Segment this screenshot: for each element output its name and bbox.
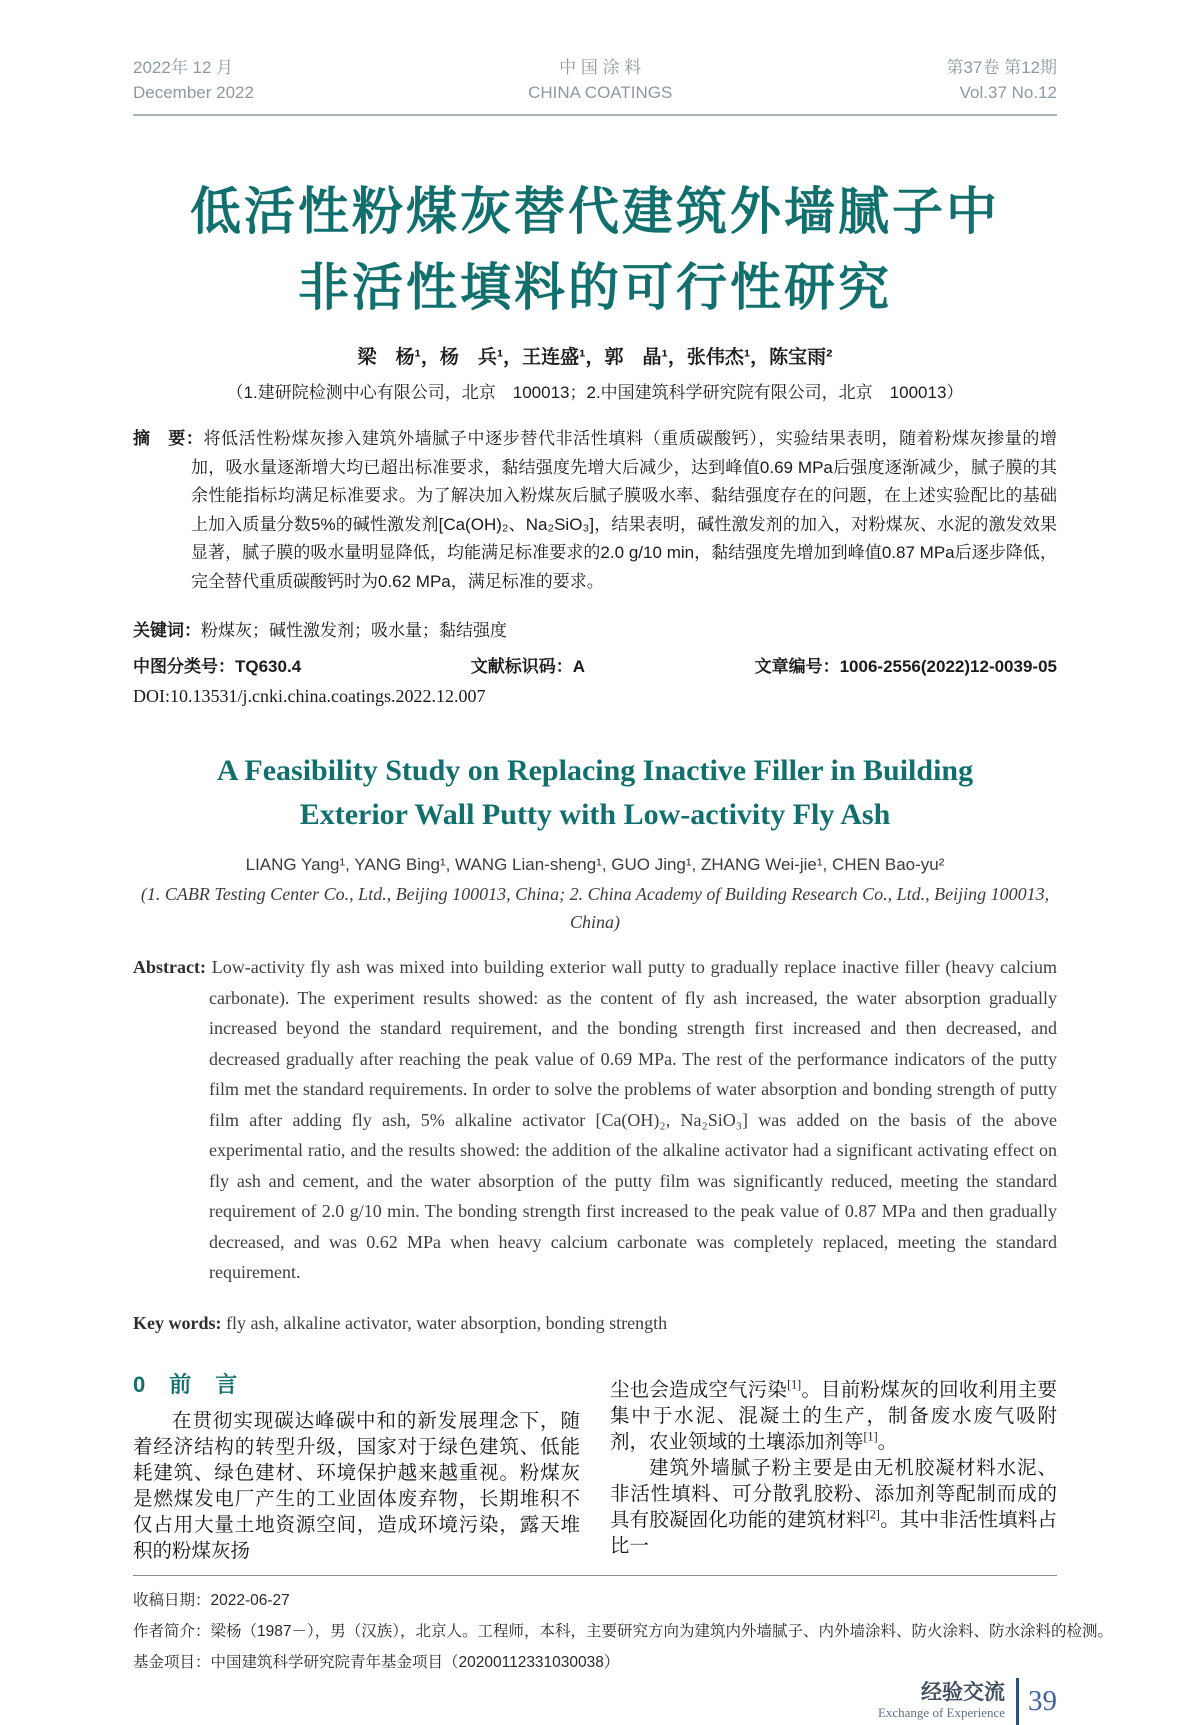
footer-divider-bar: [1016, 1678, 1019, 1725]
abstract-en-label: Abstract:: [133, 957, 206, 977]
meta-row: [133, 652, 1057, 677]
abstract-cn-label: 摘 要：: [133, 429, 204, 448]
keywords-cn-text: 粉煤灰；碱性激发剂；吸水量；黏结强度: [201, 621, 507, 640]
intro-paragraph-right-1: 尘也会造成空气污染[1]。目前粉煤灰的回收利用主要集中于水泥、混凝土的生产，制备废水废气吸附剂，农业领域的土壤添加剂等[1]。: [610, 1377, 1057, 1453]
affiliation-en: (1. CABR Testing Center Co., Ltd., Beijing 100013, China; 2. China Academy of Building Research Co., Ltd., Beijing 100013, China): [140, 884, 1050, 932]
keywords-cn-label: 关键词：: [133, 621, 201, 640]
header-date-cn: 2022年 12 月: [133, 58, 234, 77]
body-column-left: [133, 1364, 580, 1565]
article-title-cn-line1: 低活性粉煤灰替代建筑外墙腻子中: [189, 183, 1000, 240]
keywords-en-text: fly ash, alkaline activator, water absorption, bonding strength: [226, 1312, 668, 1333]
meta-doi: DOI:10.13531/j.cnki.china.coatings.2022.12.007: [133, 686, 486, 706]
header-date-en: December 2022: [133, 83, 254, 102]
journal-running-head: [133, 55, 1057, 116]
meta-article-id: 文章编号：1006-2556(2022)12-0039-05: [754, 657, 1057, 676]
footnote-fund-project: 基金项目：中国建筑科学研究院青年基金项目（20200112331030038）: [133, 1653, 620, 1671]
keywords-en-label: Key words:: [133, 1312, 222, 1333]
page-number: 39: [1028, 1684, 1057, 1717]
meta-doc-code: 文献标识码：A: [470, 657, 586, 676]
article-title-cn: [133, 174, 1057, 326]
section-heading-intro: 0 前 言: [133, 1371, 239, 1397]
abstract-en-text: Low-activity fly ash was mixed into building exterior wall putty to gradually replace inactive filler (heavy calcium carbonate). The experiment results showed: as the content of fly ash increased, the water absorption gradually increased beyond the standard requirement, and the bonding strength first increased and then decreased, and decreased gradually after reaching the peak value of 0.69 MPa. The rest of the performance indicators of the putty film met the standard requirements. In order to solve the problems of water absorption and bonding strength of putty film after adding fly ash, 5% alkaline activator [Ca(OH)₂, Na₂SiO₃] was added on the basis of the above experimental ratio, and the results showed: the addition of the alkaline activator had a significant activating effect on fly ash and cement, and the water absorption of the putty film was significantly reduced, meeting the standard requirement of 2.0 g/10 min. The bonding strength first increased to the peak value of 0.87 MPa and then gradually decreased, and was 0.62 MPa when heavy calcium carbonate was completely replaced, meeting the standard requirement.: [209, 957, 1058, 1282]
abstract-en: [133, 952, 1057, 1288]
footnote-block: [133, 1575, 1113, 1678]
header-journal-cn: 中 国 涂 料: [559, 58, 642, 77]
authors-en: LIANG Yang¹, YANG Bing¹, WANG Lian-sheng¹, GUO Jing¹, ZHANG Wei-jie¹, CHEN Bao-yu²: [245, 855, 945, 874]
abstract-cn-text: 将低活性粉煤灰掺入建筑外墙腻子中逐步替代非活性填料（重质碳酸钙），实验结果表明，随着粉煤灰掺量的增加，吸水量逐渐增大均已超出标准要求，黏结强度先增大后减少，达到峰值0.69 MPa后强度逐渐减少，腻子膜的其余性能指标均满足标准要求。为了解决加入粉煤灰后腻子膜吸水率、黏结强度存在的问题，在上述实验配比的基础上加入质量分数5%的碱性激发剂[Ca(OH)₂、Na₂SiO₃]，结果表明，碱性激发剂的加入，对粉煤灰、水泥的激发效果显著，腻子膜的吸水量明显降低，均能满足标准要求的2.0 g/10 min，黏结强度先增加到峰值0.87 MPa后逐步降低，完全替代重质碳酸钙时为0.62 MPa，满足标准的要求。: [191, 429, 1058, 591]
footer-column-cn: 经验交流: [921, 1681, 1005, 1704]
footer-column-en: Exchange of Experience: [877, 1705, 1005, 1720]
meta-clc: 中图分类号：TQ630.4: [133, 657, 302, 676]
header-issue: [946, 55, 1057, 105]
header-issue-cn: 第37卷 第12期: [946, 58, 1057, 77]
article-title-cn-line2: 非活性填料的可行性研究: [297, 259, 892, 316]
footer-column-name: [878, 1681, 1005, 1721]
header-journal-name: [528, 55, 672, 105]
body-column-right: [610, 1364, 1057, 1565]
footnote-author-bio: 作者简介：梁杨（1987－），男（汉族），北京人。工程师，本科，主要研究方向为建筑内外墙腻子、内外墙涂料、防火涂料、防水涂料的检测。: [133, 1622, 1113, 1640]
keywords-en: [133, 1308, 1057, 1338]
keywords-cn: [133, 616, 1057, 641]
affiliation-cn: （1.建研院检测中心有限公司，北京 100013；2.中国建筑科学研究院有限公司，北京 100013）: [226, 383, 964, 402]
abstract-cn: [133, 425, 1057, 596]
article-title-en: [133, 749, 1057, 837]
intro-paragraph-right-2: 建筑外墙腻子粉主要是由无机胶凝材料水泥、非活性填料、可分散乳胶粉、添加剂等配制而成的具有胶凝固化功能的建筑材料[2]。其中非活性填料占比一: [610, 1457, 1057, 1557]
header-issue-en: Vol.37 No.12: [959, 83, 1057, 102]
authors-cn: 梁 杨¹，杨 兵¹，王连盛¹，郭 晶¹，张伟杰¹，陈宝雨²: [357, 347, 833, 368]
footnote-received-date: 收稿日期：2022-06-27: [133, 1591, 290, 1609]
intro-paragraph-left: 在贯彻实现碳达峰碳中和的新发展理念下，随着经济结构的转型升级，国家对于绿色建筑、低能耗建筑、绿色建材、环境保护越来越重视。粉煤灰是燃煤发电厂产生的工业固体废弃物，长期堆积不仅占用大量土地资源空间，造成环境污染，露天堆积的粉煤灰扬: [133, 1410, 580, 1562]
header-journal-en: CHINA COATINGS: [528, 83, 673, 102]
article-title-en-line1: A Feasibility Study on Replacing Inactive Filler in Building: [216, 754, 974, 787]
header-date: [133, 55, 254, 105]
article-title-en-line2: Exterior Wall Putty with Low-activity Fly Ash: [299, 798, 891, 831]
page-footer: [878, 1678, 1057, 1725]
body-columns: [133, 1364, 1057, 1565]
